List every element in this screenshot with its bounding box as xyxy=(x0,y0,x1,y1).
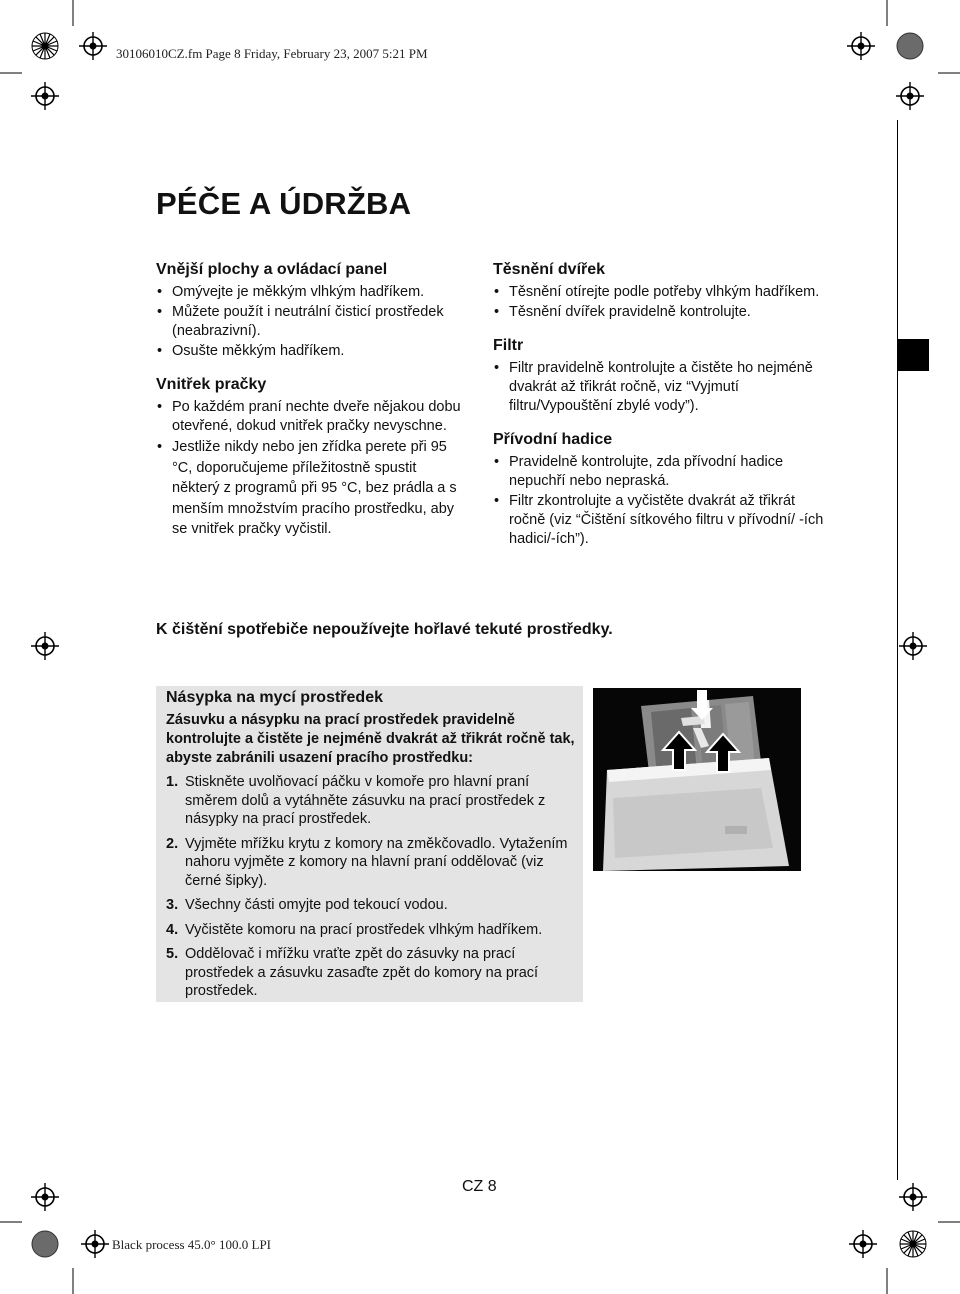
list-item: • Těsnění otírejte podle potřeby vlhkým hadříkem. xyxy=(493,283,833,302)
list-item xyxy=(166,773,578,829)
print-slug-footer: Black process 45.0° 100.0 LPI xyxy=(112,1237,272,1252)
page-title: PÉČE A ÚDRŽBA xyxy=(156,186,412,221)
print-slug-header: 30106010CZ.fm Page 8 Friday, February 23, 2007 5:21 PM xyxy=(116,46,428,61)
bullet-list-filter xyxy=(493,359,833,416)
step-text: Stiskněte uvolňovací páčku v komoře pro hlavní praní směrem dolů a vytáhněte zásuvku na prací prostředek z násypky na prací prostředek. xyxy=(185,774,546,827)
list-item xyxy=(166,921,578,940)
bullet-list-interior xyxy=(156,398,466,540)
dispenser-steps xyxy=(166,773,578,1007)
list-item: • Jestliže nikdy nebo jen zřídka perete při 95 °C, doporučujeme příležitostně spustit některý z programů při 95 °C, bez prádla a s menším množstvím pracího prostředku, aby se vnitřek pračky vyčistil. xyxy=(156,437,466,540)
list-item xyxy=(166,945,578,1001)
dispenser-box-title: Násypka na mycí prostředek xyxy=(166,689,383,706)
list-item: • Filtr zkontrolujte a vyčistěte dvakrát až třikrát ročně (viz “Čištění sítkového filtru v přívodní/ -ích hadici/-ích”). xyxy=(493,492,833,549)
list-item: • Můžete použít i neutrální čisticí prostředek (neabrazivní). xyxy=(156,303,466,341)
section-heading-exterior: Vnější plochy a ovládací panel xyxy=(156,261,388,278)
bullet-list-door-seal xyxy=(493,283,833,322)
drawer-illustration xyxy=(593,688,801,871)
step-text: Všechny části omyjte pod tekoucí vodou. xyxy=(185,897,448,913)
list-item xyxy=(166,896,578,915)
list-item: • Po každém praní nechte dveře nějakou dobu otevřené, dokud vnitřek pračky nevyschne. xyxy=(156,398,466,436)
step-text: Vyjměte mřížku krytu z komory na změkčovadlo. Vytažením nahoru vyjměte z komory na hlavní praní oddělovač (viz černé šipky). xyxy=(185,835,568,889)
step-number: 2. xyxy=(166,835,179,852)
step-text: Vyčistěte komoru na prací prostředek vlhkým hadříkem. xyxy=(185,921,543,938)
dispenser-box-intro: Zásuvku a násypku na prací prostředek pravidelně kontrolujte a čistěte je nejméně dvakrát až třikrát ročně tak, abyste zabránili usazení pracího prostředku: xyxy=(166,712,575,766)
side-rule xyxy=(897,120,898,1180)
list-item: • Omývejte je měkkým vlhkým hadříkem. xyxy=(156,283,466,302)
page-number: CZ 8 xyxy=(462,1178,497,1195)
section-heading-interior: Vnitřek pračky xyxy=(156,376,267,393)
section-heading-inlet-hose: Přívodní hadice xyxy=(493,431,613,448)
bullet-list-inlet-hose xyxy=(493,453,833,549)
dispenser-drawer-photo xyxy=(593,688,801,871)
list-item: • Osušte měkkým hadříkem. xyxy=(156,342,466,361)
safety-warning: K čištění spotřebiče nepoužívejte hořlavé tekuté prostředky. xyxy=(156,621,613,638)
step-number: 5. xyxy=(166,946,179,962)
step-text: Oddělovač i mřížku vraťte zpět do zásuvky na prací prostředek a zásuvku zasaďte zpět do komory na prací prostředek. xyxy=(185,946,539,999)
step-number: 3. xyxy=(166,897,179,913)
list-item: • Filtr pravidelně kontrolujte a čistěte ho nejméně dvakrát až třikrát ročně, viz “Vyjmutí filtru/Vypouštění zbylé vody”). xyxy=(493,359,833,416)
section-tab-marker xyxy=(897,339,929,371)
list-item: • Pravidelně kontrolujte, zda přívodní hadice nepuchří nebo nepraská. xyxy=(493,453,833,491)
list-item xyxy=(166,835,578,891)
left-column xyxy=(156,260,466,554)
section-heading-door-seal: Těsnění dvířek xyxy=(493,261,606,278)
step-number: 4. xyxy=(166,921,179,938)
right-column xyxy=(493,260,833,563)
step-number: 1. xyxy=(166,774,179,790)
bullet-list-exterior xyxy=(156,283,466,361)
list-item: • Těsnění dvířek pravidelně kontrolujte. xyxy=(493,303,833,322)
section-heading-filter: Filtr xyxy=(493,337,524,354)
